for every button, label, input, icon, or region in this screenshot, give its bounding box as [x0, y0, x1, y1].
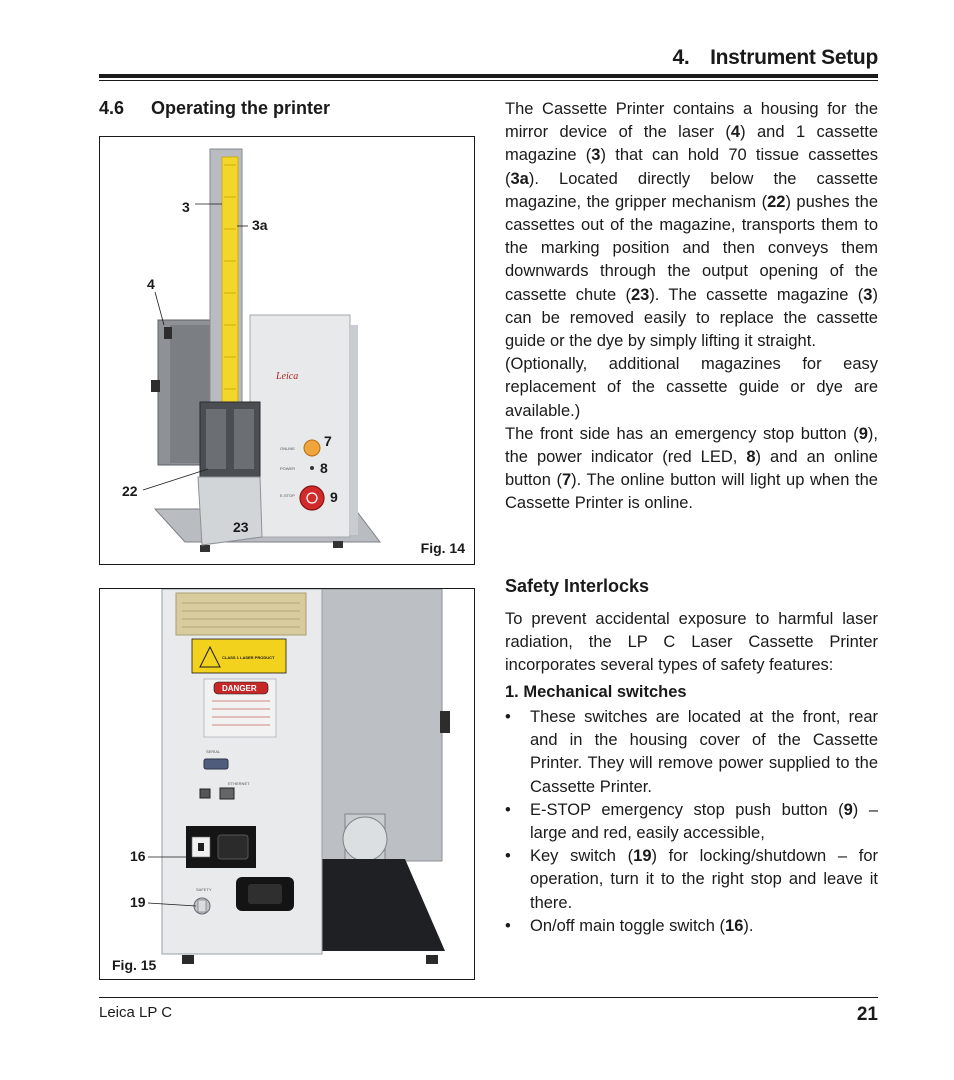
header-rule-thick	[99, 74, 878, 78]
power-inlet	[218, 835, 248, 859]
section-title: Operating the printer	[151, 98, 331, 118]
list-item: • Key switch (19) for locking/shutdown – for operation, turn it to the right stop and leave it there.	[505, 847, 878, 912]
safety-heading: Safety Interlocks	[505, 576, 650, 596]
intro-paragraph-3: The front side has an emergency stop button (9), the power indicator (red LED, 8) and an online button (7). The online button will light up when the Cassette Printer is online.	[505, 424, 878, 513]
leica-logo: Leica	[276, 371, 299, 382]
serial-port	[204, 759, 228, 769]
header-rule-thin	[99, 80, 878, 81]
main-switch-rocker	[198, 843, 204, 851]
intro-paragraph-1: The Cassette Printer contains a housing for the mirror device of the laser (4) and 1 cassette magazine (3) that can hold 70 tissue cassettes (3a). Located directly below the cassette magazine, the gripper mechanism (22) pushes the cassettes out of the magazine, transports them to the marking position and then conveys them downwards through the output opening of the cassette chute (23). The cassette magazine (3) can be removed easily to replace the cassette guide or the dye by simply lifting it straight.	[505, 100, 878, 351]
gripper-plate-left	[206, 409, 226, 469]
foot-left	[200, 545, 210, 552]
callout-8: 8	[320, 460, 328, 476]
type-plate	[176, 593, 306, 635]
callout-23: 23	[233, 519, 249, 535]
rear-base	[315, 859, 445, 951]
callout-9: 9	[330, 489, 338, 505]
list-item: • On/off main toggle switch (16).	[505, 916, 754, 935]
callout-16: 16	[130, 848, 146, 864]
panel-label-power: POWER	[280, 466, 296, 471]
section-heading	[99, 98, 330, 119]
printer-front-illustration	[100, 137, 474, 564]
side-knob	[440, 711, 450, 733]
gripper-plate-right	[234, 409, 254, 469]
safety-label: SAFETY	[196, 887, 212, 892]
safety-intro: To prevent accidental exposure to harmful laser radiation, the LP C Laser Cassette Printer incorporates several types of safety features:	[505, 610, 878, 675]
figure-15	[99, 588, 475, 980]
ethernet-label: ETHERNET	[228, 781, 250, 786]
housing-side	[350, 325, 358, 535]
panel-label-online: ONLINE	[280, 446, 295, 451]
chapter-header: 4. Instrument Setup	[672, 46, 878, 69]
danger-text: DANGER	[222, 684, 257, 693]
panel-label-estop: E-STOP	[280, 493, 295, 498]
callout-4: 4	[147, 276, 155, 292]
footer-product: Leica LP C	[99, 1004, 173, 1021]
figure-15-caption: Fig. 15	[112, 957, 157, 973]
figure-14-caption: Fig. 14	[420, 540, 465, 556]
usb-port	[200, 789, 210, 798]
cassette-chute	[198, 477, 262, 545]
laser-knob-top	[164, 327, 172, 339]
list-item: • E-STOP emergency stop push button (9) – large and red, easily accessible,	[505, 800, 878, 843]
callout-3a: 3a	[252, 217, 268, 233]
emergency-stop-button	[300, 486, 324, 510]
mechanical-switches-heading: 1. Mechanical switches	[505, 683, 687, 701]
figure-14	[99, 136, 475, 565]
foot-right	[333, 541, 343, 548]
power-outlet-socket	[248, 884, 282, 904]
safety-bullet-list	[505, 706, 878, 938]
cylinder-end	[343, 817, 387, 861]
printer-rear-illustration	[100, 589, 474, 979]
intro-text	[505, 98, 878, 516]
laser-knob-side	[151, 380, 160, 392]
rear-foot-right	[426, 955, 438, 964]
callout-3: 3	[182, 199, 190, 215]
callout-19: 19	[130, 894, 146, 910]
callout-22: 22	[122, 483, 138, 499]
laser-label-text: CLASS 1 LASER PRODUCT	[222, 655, 275, 660]
page-number: 21	[856, 1004, 878, 1025]
serial-label: SERIAL	[206, 749, 221, 754]
list-item: • These switches are located at the front, rear and in the housing cover of the Cassette Printer. They will remove power supplied to the Cassette Printer.	[505, 708, 878, 796]
callout-7: 7	[324, 433, 332, 449]
section-number: 4.6	[99, 98, 125, 118]
footer-rule	[99, 997, 878, 998]
ethernet-port	[220, 788, 234, 799]
intro-paragraph-2: (Optionally, additional magazines for easy replacement of the cassette guide or dye are available.)	[505, 355, 878, 420]
power-led	[310, 466, 314, 470]
key	[198, 900, 206, 912]
online-button	[304, 440, 320, 456]
rear-foot-left	[182, 955, 194, 964]
